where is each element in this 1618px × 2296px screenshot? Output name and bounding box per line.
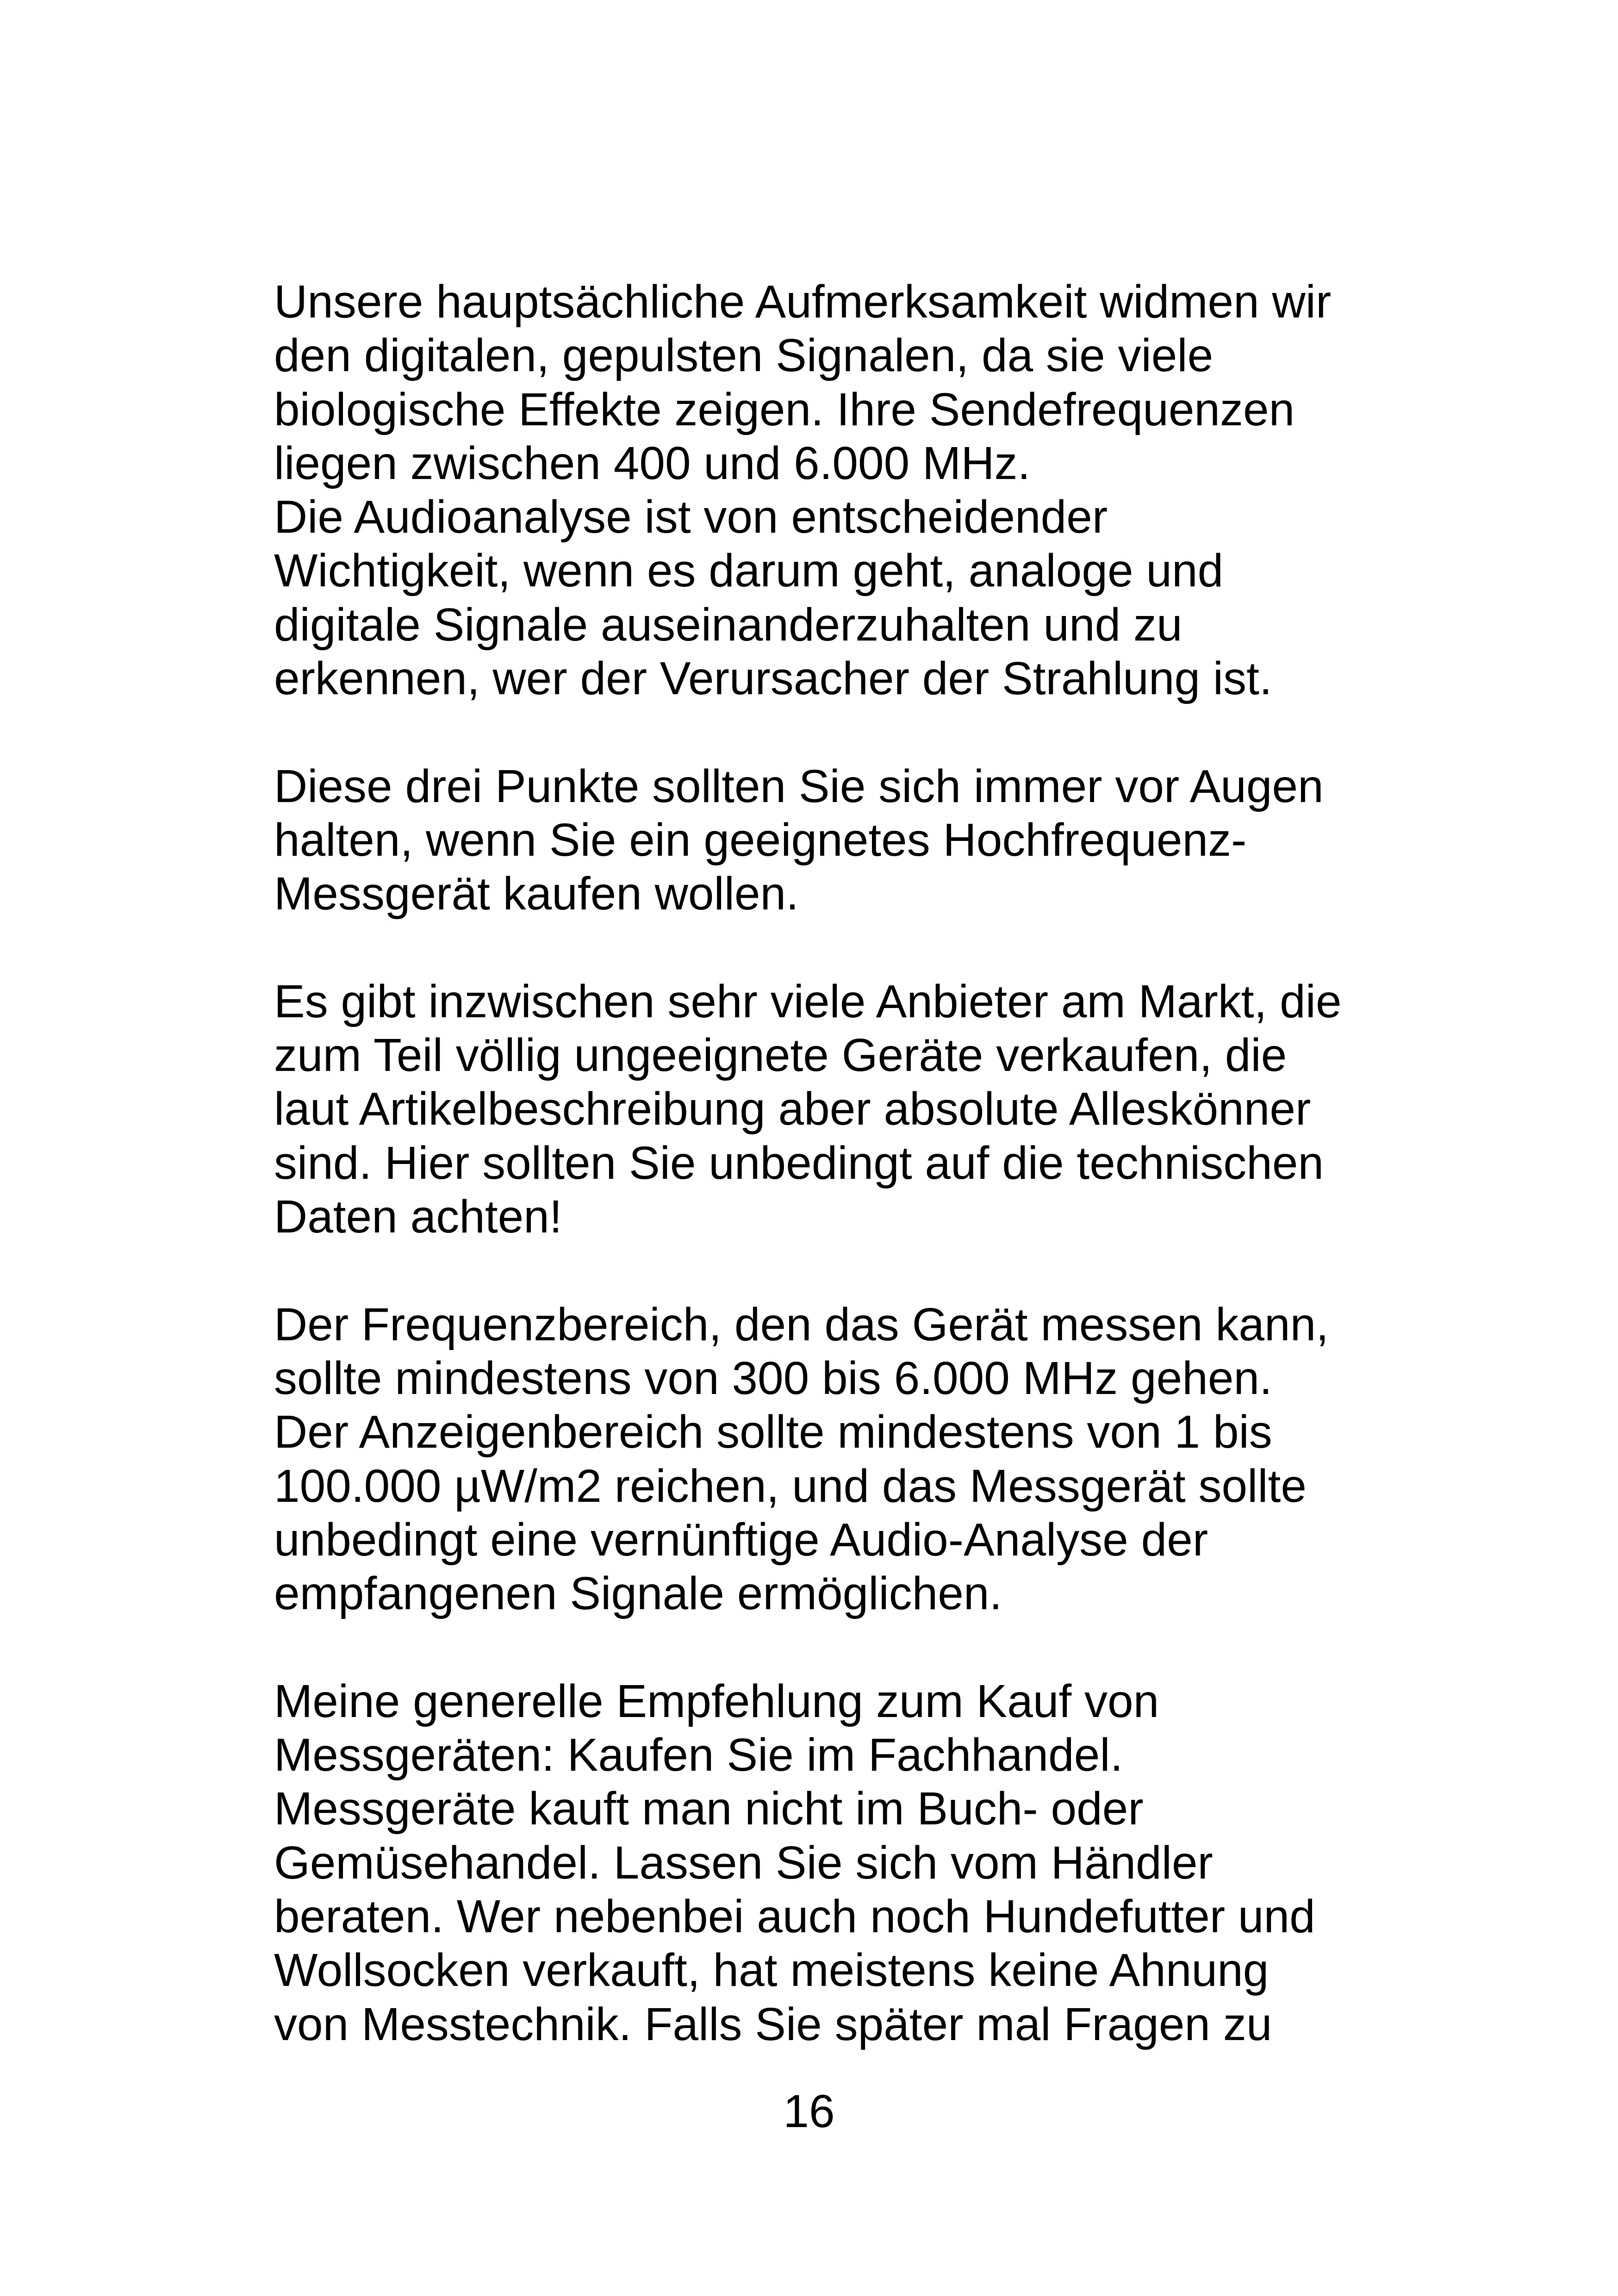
- text-line: laut Artikelbeschreibung aber absolute Alleskönner: [274, 1083, 1311, 1135]
- text-line: Unsere hauptsächliche Aufmerksamkeit widmen wir: [274, 276, 1332, 328]
- text-line: empfangenen Signale ermöglichen.: [274, 1568, 1002, 1620]
- text-line: Messgeräte kauft man nicht im Buch- oder: [274, 1783, 1144, 1835]
- text-line: Messgerät kaufen wollen.: [274, 868, 799, 920]
- text-line: zum Teil völlig ungeeignete Geräte verkaufen, die: [274, 1029, 1287, 1082]
- paragraph-1: [274, 275, 1385, 705]
- paragraph-gap: [274, 1244, 1385, 1297]
- page-body: [274, 275, 1385, 2051]
- text-line: sind. Hier sollten Sie unbedingt auf die technischen: [274, 1137, 1324, 1189]
- text-line: Der Frequenzbereich, den das Gerät messen kann,: [274, 1298, 1329, 1350]
- text-line: Es gibt inzwischen sehr viele Anbieter am Markt, die: [274, 975, 1342, 1027]
- text-line: Messgeräten: Kaufen Sie im Fachhandel.: [274, 1729, 1123, 1781]
- paragraph-3: [274, 975, 1385, 1244]
- text-line: erkennen, wer der Verursacher der Strahlung ist.: [274, 653, 1272, 705]
- text-line: Gemüsehandel. Lassen Sie sich vom Händler: [274, 1836, 1213, 1889]
- text-line: biologische Effekte zeigen. Ihre Sendefrequenzen: [274, 383, 1295, 436]
- paragraph-4: [274, 1298, 1385, 1621]
- page-number: 16: [783, 2085, 835, 2137]
- text-line: Daten achten!: [274, 1191, 562, 1243]
- text-line: liegen zwischen 400 und 6.000 MHz.: [274, 437, 1031, 489]
- text-line: von Messtechnik. Falls Sie später mal Fragen zu: [274, 1998, 1272, 2050]
- text-line: digitale Signale auseinanderzuhalten und zu: [274, 598, 1182, 651]
- text-line: den digitalen, gepulsten Signalen, da sie viele: [274, 330, 1214, 382]
- text-line: Diese drei Punkte sollten Sie sich immer vor Augen: [274, 760, 1324, 812]
- paragraph-gap: [274, 1620, 1385, 1674]
- paragraph-2: [274, 759, 1385, 921]
- paragraph-gap: [274, 705, 1385, 759]
- text-line: Wichtigkeit, wenn es darum geht, analoge und: [274, 545, 1224, 597]
- text-line: halten, wenn Sie ein geeignetes Hochfrequenz-: [274, 814, 1247, 866]
- text-line: Die Audioanalyse ist von entscheidender: [274, 491, 1108, 543]
- paragraph-5: [274, 1674, 1385, 2051]
- text-line: sollte mindestens von 300 bis 6.000 MHz gehen.: [274, 1352, 1272, 1404]
- text-line: Der Anzeigenbereich sollte mindestens von 1 bis: [274, 1406, 1272, 1458]
- text-line: Wollsocken verkauft, hat meistens keine Ahnung: [274, 1944, 1269, 1997]
- text-line: beraten. Wer nebenbei auch noch Hundefutter und: [274, 1890, 1315, 1942]
- text-line: 100.000 µW/m2 reichen, und das Messgerät sollte: [274, 1460, 1307, 1512]
- paragraph-gap: [274, 921, 1385, 975]
- text-line: Meine generelle Empfehlung zum Kauf von: [274, 1675, 1159, 1727]
- text-line: unbedingt eine vernünftige Audio-Analyse der: [274, 1513, 1208, 1566]
